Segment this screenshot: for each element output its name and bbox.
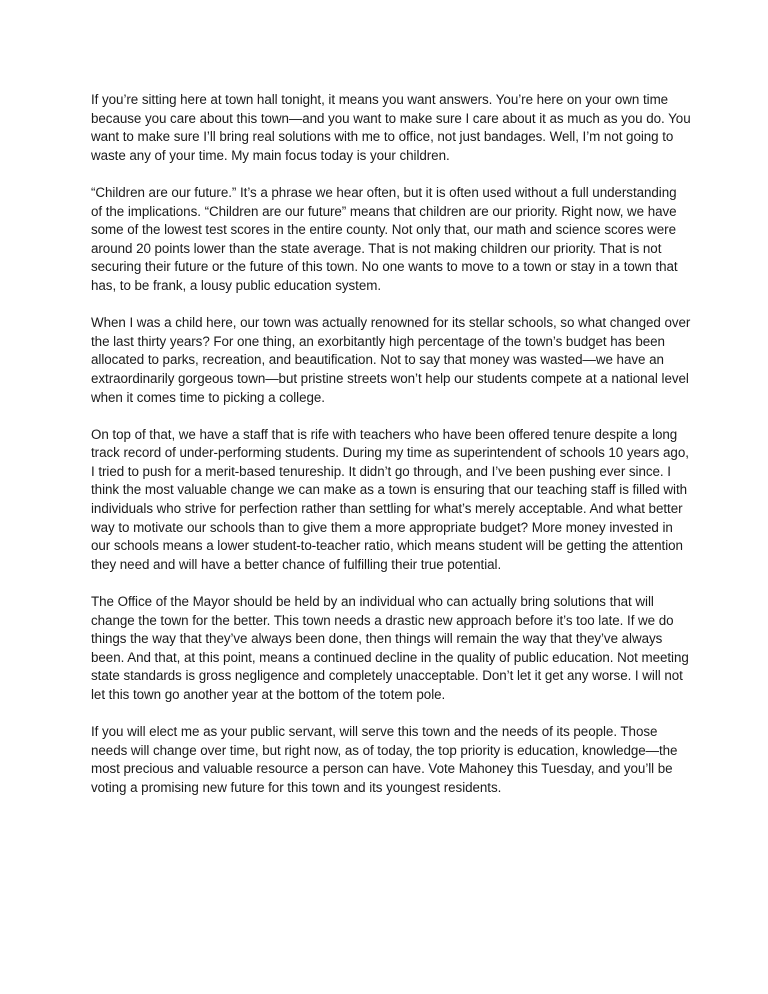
paragraph-closing: If you will elect me as your public servant, will serve this town and the needs of its people. Those needs will change over time, but right now, as of today, the top priority is education, knowledge—the most precious and valuable resource a person can have. Vote Mahoney this Tuesday, and you’ll be voting a promising new future for this town and its youngest residents. bbox=[91, 724, 678, 795]
paragraph-teaching-staff: On top of that, we have a staff that is rife with teachers who have been offered tenure despite a long track record of under-performing students. During my time as superintendent of schools 10 years ago, I tried to push for a merit-based tenureship. It didn’t go through, and I’ve been pushing ever since. I think the most valuable change we can make as a town is ensuring that our teaching staff is filled with individuals who strive for perfection rather than settling for what’s merely acceptable. And what better way to motivate our schools than to give them a more appropriate budget? More money invested in our schools means a lower student-to-teacher ratio, which means student will be getting the attention they need and will have a better chance of fulfilling their true potential. bbox=[91, 426, 689, 572]
paragraph-town-history: When I was a child here, our town was actually renowned for its stellar schools, so what changed over the last thirty years? For one thing, an exorbitantly high percentage of the town’s budget has been allocated to parks, recreation, and beautification. Not to say that money was wasted—we have an extraordinarily gorgeous town—but pristine streets won’t help our students compete at a national level when it comes time to picking a college. bbox=[91, 315, 691, 405]
paragraph-intro: If you’re sitting here at town hall tonight, it means you want answers. You’re here on your own time because you care about this town—and you want to make sure I care about it as much as you do. You want to make sure I’ll bring real solutions with me to office, not just bandages. Well, I’m not going to waste any of your time. My main focus today is your children. bbox=[91, 92, 691, 163]
paragraph-children-future: “Children are our future.” It’s a phrase we hear often, but it is often used without a full understanding of the implications. “Children are our future” means that children are our priority. Right now, we have some of the lowest test scores in the entire county. Not only that, our math and science scores were around 20 points lower than the state average. That is not making children our priority. That is not securing their future or the future of this town. No one wants to move to a town or stay in a town that has, to be frank, a lousy public education system. bbox=[91, 184, 678, 293]
paragraph-office-of-mayor: The Office of the Mayor should be held by an individual who can actually bring solutions that will change the town for the better. This town needs a drastic new approach before it’s too late. If we do things the way that they’ve always been done, then things will remain the way that they’ve always been. And that, at this point, means a continued decline in the quality of public education. Not meeting state standards is gross negligence and completely unacceptable. Don’t let it get any worse. I will not let this town go another year at the bottom of the totem pole. bbox=[91, 594, 689, 702]
speech-body bbox=[91, 91, 691, 816]
